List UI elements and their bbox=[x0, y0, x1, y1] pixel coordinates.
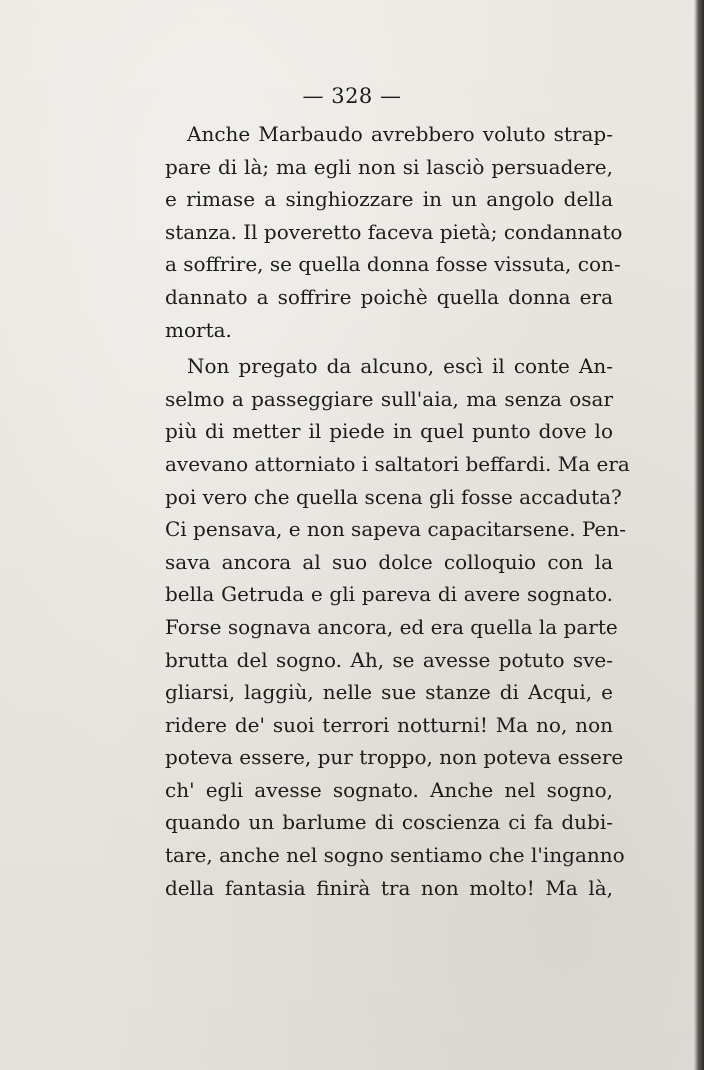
text-line: pare di là; ma egli non si lasciò persuadere, bbox=[165, 154, 613, 179]
text-line: della fantasia finirà tra non molto! Ma là, bbox=[165, 875, 613, 900]
text-line: ridere de' suoi terrori notturni! Ma no, non bbox=[165, 712, 613, 737]
text-line: Ci pensava, e non sapeva capacitarsene. Pen- bbox=[165, 517, 626, 542]
text-line: gliarsi, laggiù, nelle sue stanze di Acqui, e bbox=[165, 680, 613, 705]
text-line: poi vero che quella scena gli fosse accaduta? bbox=[165, 484, 622, 509]
text-line: più di metter il piede in quel punto dove lo bbox=[165, 419, 613, 444]
text-line: poteva essere, pur troppo, non poteva essere bbox=[165, 745, 624, 770]
text-line: Non pregato da alcuno, escì il conte An- bbox=[187, 354, 613, 379]
text-line: Anche Marbaudo avrebbero voluto strap- bbox=[187, 122, 613, 146]
paragraph-1 bbox=[165, 118, 623, 346]
text-line: morta. bbox=[165, 317, 232, 342]
paragraph-2 bbox=[165, 350, 630, 904]
text-line: Forse sognava ancora, ed era quella la parte bbox=[165, 614, 618, 639]
page-number: — 328 — bbox=[302, 84, 402, 108]
text-line: bella Getruda e gli pareva di avere sognato. bbox=[165, 582, 613, 607]
text-line: tare, anche nel sogno sentiamo che l'inganno bbox=[165, 843, 625, 868]
text-line: ch' egli avesse sognato. Anche nel sogno, bbox=[165, 777, 613, 802]
text-line: stanza. Il poveretto faceva pietà; condannato bbox=[165, 219, 623, 244]
text-line: sava ancora al suo dolce colloquio con la bbox=[165, 549, 613, 574]
text-line: avevano attorniato i saltatori beffardi. Ma era bbox=[165, 451, 630, 476]
text-line: brutta del sogno. Ah, se avesse potuto sve- bbox=[165, 647, 613, 672]
text-line: selmo a passeggiare sull'aia, ma senza osar bbox=[165, 386, 613, 411]
body-text bbox=[165, 118, 630, 908]
text-line: a soffrire, se quella donna fosse vissuta, con- bbox=[165, 252, 621, 277]
text-line: quando un barlume di coscienza ci fa dubi- bbox=[165, 810, 613, 835]
text-line: dannato a soffrire poichè quella donna era bbox=[165, 284, 613, 309]
text-line: e rimase a singhiozzare in un angolo della bbox=[165, 187, 613, 212]
page-edge-shadow bbox=[694, 0, 704, 1070]
